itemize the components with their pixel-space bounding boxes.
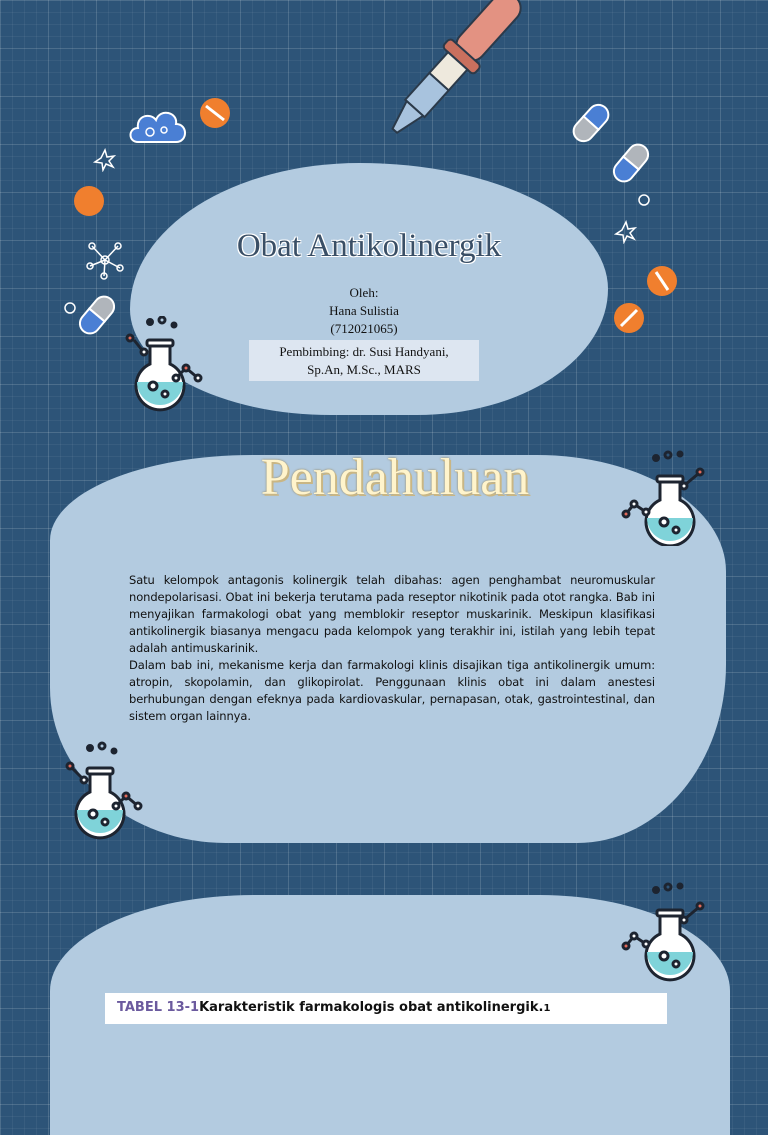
pill-icon — [198, 96, 232, 130]
supervisor-line-2: Sp.An, M.Sc., MARS — [307, 362, 421, 377]
author-label: Oleh: — [349, 285, 379, 300]
author-id: (712021065) — [330, 321, 398, 336]
dot-icon — [62, 300, 78, 316]
pill-icon — [612, 301, 646, 335]
molecule-icon — [84, 240, 126, 280]
document-title: Obat Antikolinergik — [236, 228, 502, 264]
flask-icon — [120, 316, 210, 412]
table-caption-text: Karakteristik farmakologis obat antikolinergik. — [199, 1000, 544, 1015]
dropper-icon — [360, 0, 530, 155]
author-block — [250, 284, 478, 338]
pill-icon — [72, 290, 122, 340]
table-label: TABEL 13-1 — [117, 1000, 200, 1015]
intro-paragraph-1: Satu kelompok antagonis kolinergik telah dibahas: agen penghambat neuromuskular nondepolarisasi. Obat ini bekerja terutama pada reseptor nikotinik pada otot rangka. Bab ini menyajikan farmakologi obat yang memblokir reseptor muskarinik. Meskipun klasifikasi antikolinergik biasanya mengacu pada kelompok yang terakhir ini, istilah yang lebih tepat adalah antimuskarinik. — [129, 573, 655, 655]
flask-icon — [620, 882, 710, 982]
sparkle-icon — [93, 148, 117, 172]
table-superscript: 1 — [543, 1003, 551, 1014]
table-caption — [105, 993, 667, 1024]
cloud-icon — [126, 104, 190, 152]
flask-icon — [60, 740, 150, 840]
pill-icon — [72, 184, 106, 218]
intro-paragraph-2: Dalam bab ini, mekanisme kerja dan farmakologi klinis disajikan tiga antikolinergik umum: atropin, skopolamin, dan glikopirolat. Penggunaan klinis obat ini dalam anestesi berhubungan dengan efeknya pada kardiovaskular, pernapasan, otak, gastrointestinal, dan sistem organ lainnya. — [129, 658, 655, 723]
pill-icon — [606, 138, 656, 188]
supervisor-box — [249, 340, 479, 381]
intro-text — [129, 572, 655, 725]
dot-icon — [636, 192, 652, 208]
author-name: Hana Sulistia — [329, 303, 399, 318]
pill-icon — [645, 264, 679, 298]
sparkle-icon — [614, 220, 638, 244]
section-title: Pendahuluan — [260, 449, 530, 506]
supervisor-line-1: Pembimbing: dr. Susi Handyani, — [279, 344, 449, 359]
